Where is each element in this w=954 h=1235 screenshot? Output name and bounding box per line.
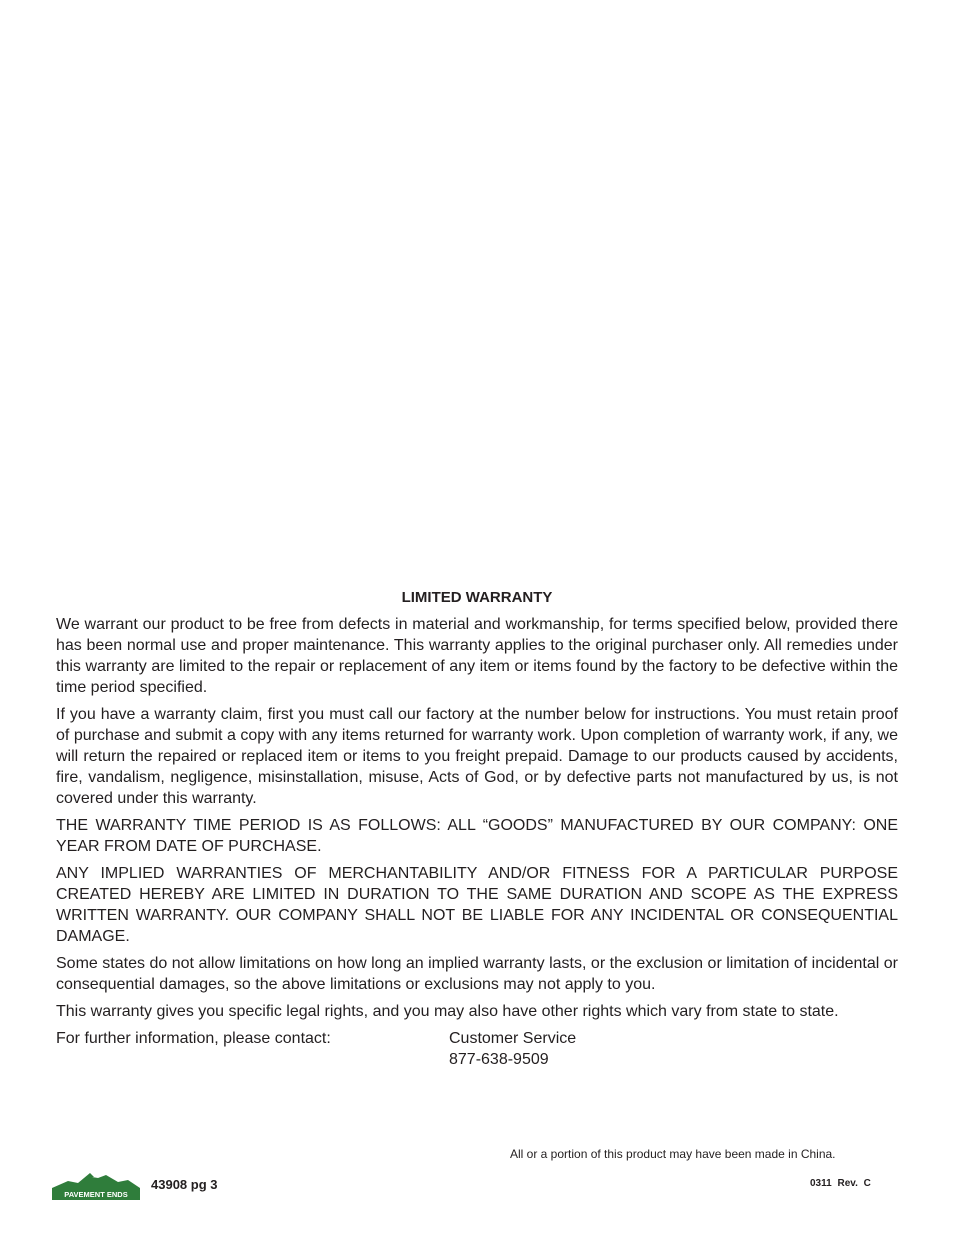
warranty-paragraph-coverage: We warrant our product to be free from defects in material and workmanship, for terms specified below, provided there has been normal use and proper maintenance. This warranty applies to the original purchaser only. All remedies under this warranty are limited to the repair or replacement of any item or items found by the factory to be defective within the time period specified.: [56, 616, 898, 696]
contact-phone: 877-638-9509: [449, 1051, 549, 1068]
origin-note: All or a portion of this product may have been made in China.: [510, 1147, 836, 1161]
warranty-paragraph-state-limits: Some states do not allow limitations on how long an implied warranty lasts, or the exclusion or limitation of incidental or consequential damages, so the above limitations or exclusions may not apply to you.: [56, 955, 898, 993]
warranty-paragraph-implied: ANY IMPLIED WARRANTIES OF MERCHANTABILITY AND/OR FITNESS FOR A PARTICULAR PURPOSE CREATED HEREBY ARE LIMITED IN DURATION TO THE SAME DURATION AND SCOPE AS THE EXPRESS WRITTEN WARRANTY. OUR COMPANY SHALL NOT BE LIABLE FOR ANY INCIDENTAL OR CONSEQUENTIAL DAMAGE.: [56, 865, 898, 945]
limited-warranty-section: [56, 588, 898, 1072]
warranty-paragraph-time-period: THE WARRANTY TIME PERIOD IS AS FOLLOWS: ALL “GOODS” MANUFACTURED BY OUR COMPANY: ONE YEAR FROM DATE OF PURCHASE.: [56, 817, 898, 855]
page-number: 43908 pg 3: [151, 1177, 218, 1192]
contact-department: Customer Service: [449, 1030, 577, 1047]
contact-block: [56, 1028, 898, 1072]
contact-details: [449, 1028, 576, 1070]
logo-wordmark: PAVEMENT ENDS: [64, 1190, 128, 1199]
warranty-paragraph-claims: If you have a warranty claim, first you must call our factory at the number below for instructions. You must retain proof of purchase and submit a copy with any items returned for warranty work. Upon completion of warranty work, if any, we will return the repaired or replaced item or items to you freight prepaid. Damage to our products caused by accidents, fire, vandalism, negligence, misinstallation, misuse, Acts of God, or by defective parts not manufactured by us, is not covered under this warranty.: [56, 706, 898, 807]
pavement-ends-logo: [52, 1170, 140, 1202]
warranty-paragraph-legal-rights: This warranty gives you specific legal rights, and you may also have other rights which vary from state to state.: [56, 1003, 839, 1020]
warranty-title: LIMITED WARRANTY: [401, 589, 553, 606]
logo-mountain-icon: [52, 1173, 140, 1188]
contact-label: For further information, please contact:: [56, 1030, 331, 1047]
revision-code: 0311 Rev. C: [810, 1178, 871, 1189]
